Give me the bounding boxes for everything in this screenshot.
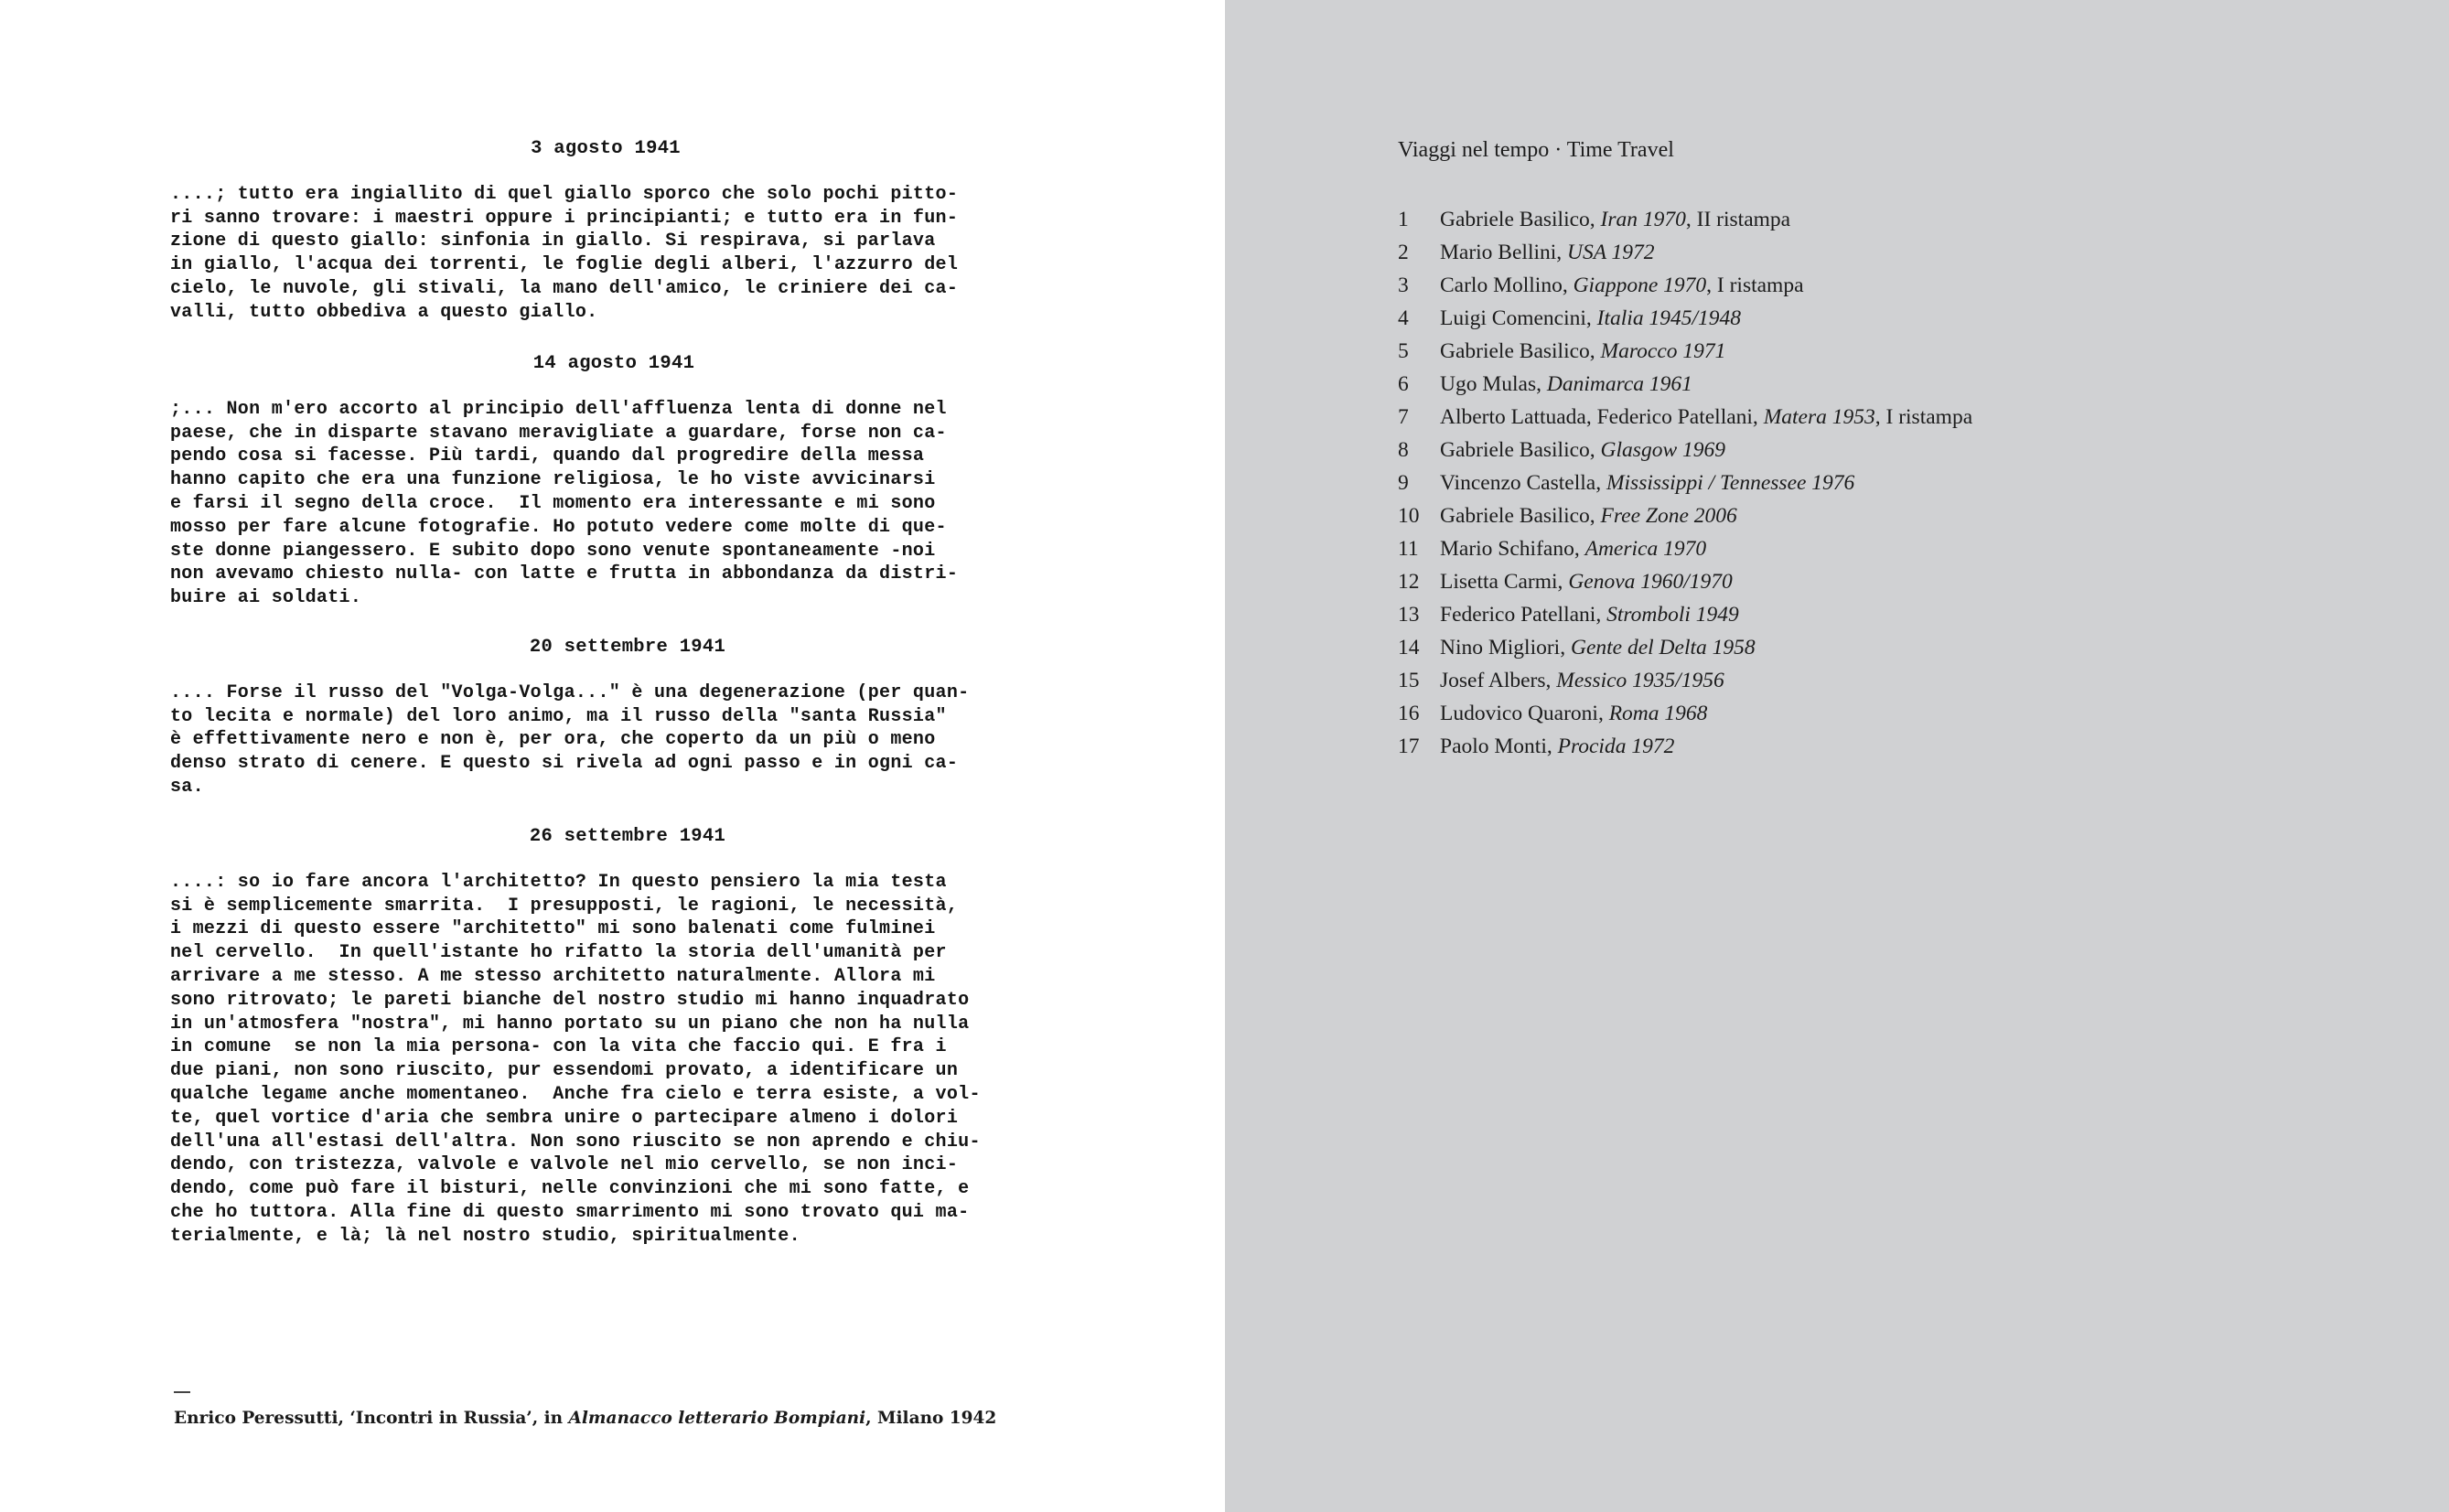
item-extra: , I ristampa — [1874, 405, 1973, 429]
letter-entry — [170, 825, 1085, 1249]
item-extra: , I ristampa — [1706, 273, 1804, 297]
text-line: è effettivamente nero e non è, per ora, che coperto da un più o meno — [170, 729, 936, 751]
list-item — [1398, 302, 1972, 335]
item-author: Gabriele Basilico, — [1440, 339, 1601, 363]
item-number: 12 — [1398, 570, 1420, 594]
item-title: Stromboli 1949 — [1606, 603, 1739, 627]
text-line: in giallo, l'acqua dei torrenti, le foglie degli alberi, l'azzurro del — [170, 254, 959, 276]
item-number: 15 — [1398, 669, 1420, 692]
item-author: Federico Patellani, — [1440, 603, 1607, 627]
text-line: arrivare a me stesso. A me stesso architetto naturalmente. Allora mi — [170, 965, 936, 987]
item-number: 11 — [1398, 537, 1419, 561]
item-author: Alberto Lattuada, Federico Patellani, — [1440, 405, 1764, 429]
item-title: Matera 1953 — [1763, 405, 1875, 429]
entry-body — [170, 183, 1063, 325]
item-author: Nino Migliori, — [1440, 636, 1571, 659]
entry-date: 26 settembre 1941 — [529, 826, 726, 847]
text-line: to lecita e normale) del loro animo, ma il russo della "santa Russia" — [170, 705, 947, 727]
item-author: Carlo Mollino, — [1440, 273, 1574, 297]
item-number: 1 — [1398, 208, 1409, 231]
text-line: qualche legame anche momentaneo. Anche fra cielo e terra esiste, a vol- — [170, 1083, 981, 1105]
text-line: terialmente, e là; là nel nostro studio, spiritualmente. — [170, 1225, 800, 1247]
text-line: sono ritrovato; le pareti bianche del nostro studio mi hanno inquadrato — [170, 989, 970, 1011]
list-item — [1398, 434, 1972, 466]
item-title: Mississippi / Tennessee 1976 — [1606, 471, 1855, 495]
text-line: ri sanno trovare: i maestri oppure i principianti; e tutto era in fun- — [170, 207, 959, 229]
list-item — [1398, 499, 1972, 532]
list-item — [1398, 466, 1972, 499]
item-number: 3 — [1398, 273, 1409, 297]
text-line: i mezzi di questo essere "architetto" mi sono balenati come fulminei — [170, 918, 936, 940]
item-number: 17 — [1398, 735, 1420, 758]
item-author: Gabriele Basilico, — [1440, 438, 1601, 462]
item-title: Free Zone 2006 — [1600, 504, 1737, 528]
item-number: 2 — [1398, 241, 1409, 264]
item-author: Mario Schifano, — [1440, 537, 1585, 561]
list-item — [1398, 697, 1972, 730]
item-author: Luigi Comencini, — [1440, 306, 1597, 330]
item-author: Josef Albers, — [1440, 669, 1557, 692]
caption-divider — [174, 1391, 190, 1393]
item-author: Mario Bellini, — [1440, 241, 1568, 264]
item-number: 14 — [1398, 636, 1420, 659]
text-line: si è semplicemente smarrita. I presupposti, le ragioni, le necessità, — [170, 895, 959, 917]
entry-date: 3 agosto 1941 — [531, 138, 681, 159]
list-item — [1398, 335, 1972, 368]
item-author: Lisetta Carmi, — [1440, 570, 1569, 594]
text-line: pendo cosa si facesse. Più tardi, quando dal progredire della messa — [170, 445, 925, 467]
text-line: mosso per fare alcune fotografie. Ho potuto vedere come molte di que- — [170, 516, 947, 538]
item-number: 13 — [1398, 603, 1420, 627]
list-item — [1398, 203, 1972, 236]
text-line: valli, tutto obbediva a questo giallo. — [170, 301, 598, 323]
item-number: 5 — [1398, 339, 1409, 363]
text-line: buire ai soldati. — [170, 587, 362, 609]
text-line: non avevamo chiesto nulla- con latte e frutta in abbondanza da distri- — [170, 563, 959, 585]
series-list — [1398, 203, 1972, 763]
entry-date: 20 settembre 1941 — [529, 637, 726, 658]
item-title: Iran 1970 — [1600, 208, 1686, 231]
list-item — [1398, 730, 1972, 763]
text-line: ste donne piangessero. E subito dopo sono venute spontaneamente -noi — [170, 540, 936, 562]
entry-body — [170, 681, 1085, 799]
text-line: cielo, le nuvole, gli stivali, la mano dell'amico, le criniere dei ca- — [170, 277, 959, 299]
item-author: Gabriele Basilico, — [1440, 504, 1601, 528]
text-line: denso strato di cenere. E questo si rivela ad ogni passo e in ogni ca- — [170, 753, 959, 775]
text-line: sa. — [170, 776, 204, 798]
list-item — [1398, 565, 1972, 598]
text-line: ....; tutto era ingiallito di quel giallo sporco che solo pochi pitto- — [170, 183, 959, 205]
letter-entry — [170, 137, 1063, 325]
list-item — [1398, 368, 1972, 401]
text-line: ....: so io fare ancora l'architetto? In questo pensiero la mia testa — [170, 871, 947, 893]
series-title: Viaggi nel tempo · Time Travel — [1398, 138, 1674, 162]
caption-prefix: Enrico Peressutti, ‘Incontri in Russia’, in — [174, 1409, 569, 1428]
item-author: Gabriele Basilico, — [1440, 208, 1601, 231]
list-item — [1398, 664, 1972, 697]
item-number: 6 — [1398, 372, 1409, 396]
item-number: 4 — [1398, 306, 1409, 330]
text-line: ;... Non m'ero accorto al principio dell'affluenza lenta di donne nel — [170, 398, 947, 420]
item-title: Gente del Delta 1958 — [1570, 636, 1756, 659]
letter-entry — [170, 636, 1085, 799]
text-line: zione di questo giallo: sinfonia in giallo. Si respirava, si parlava — [170, 231, 936, 252]
entry-body — [170, 871, 1085, 1249]
list-item — [1398, 269, 1972, 302]
text-line: .... Forse il russo del "Volga-Volga..." è una degenerazione (per quan- — [170, 681, 970, 703]
item-extra: , II ristampa — [1685, 208, 1791, 231]
text-line: te, quel vortice d'aria che sembra unire o partecipare almeno i dolori — [170, 1107, 959, 1129]
item-title: Glasgow 1969 — [1600, 438, 1725, 462]
item-title: Procida 1972 — [1557, 735, 1675, 758]
source-caption — [174, 1409, 996, 1428]
text-line: nel cervello. In quell'istante ho rifatto la storia dell'umanità per — [170, 942, 947, 964]
text-line: che ho tuttora. Alla fine di questo smarrimento mi sono trovato qui ma- — [170, 1201, 970, 1223]
text-line: hanno capito che era una funzione religiosa, le ho viste avvicinarsi — [170, 469, 936, 491]
list-item — [1398, 598, 1972, 631]
text-line: paese, che in disparte stavano meravigliate a guardare, forse non ca- — [170, 422, 947, 444]
text-line: dendo, come può fare il bisturi, nelle convinzioni che mi sono fatte, e — [170, 1178, 970, 1200]
text-line: e farsi il segno della croce. Il momento era interessante e mi sono — [170, 492, 936, 514]
item-number: 7 — [1398, 405, 1409, 429]
text-line: in un'atmosfera "nostra", mi hanno portato su un piano che non ha nulla — [170, 1013, 970, 1035]
text-line: due piani, non sono riuscito, pur essendomi provato, a identificare un — [170, 1060, 959, 1082]
item-number: 9 — [1398, 471, 1409, 495]
item-author: Ugo Mulas, — [1440, 372, 1547, 396]
list-item — [1398, 401, 1972, 434]
item-title: America 1970 — [1584, 537, 1707, 561]
item-number: 8 — [1398, 438, 1409, 462]
item-author: Paolo Monti, — [1440, 735, 1558, 758]
item-author: Vincenzo Castella, — [1440, 471, 1606, 495]
item-number: 10 — [1398, 504, 1420, 528]
text-line: dendo, con tristezza, valvole e valvole nel mio cervello, se non inci- — [170, 1154, 959, 1176]
text-line: in comune se non la mia persona- con la vita che faccio qui. E fra i — [170, 1036, 947, 1058]
item-title: USA 1972 — [1567, 241, 1655, 264]
entry-body — [170, 398, 1071, 610]
item-title: Giappone 1970 — [1573, 273, 1707, 297]
item-title: Danimarca 1961 — [1546, 372, 1692, 396]
item-title: Genova 1960/1970 — [1568, 570, 1733, 594]
entry-date: 14 agosto 1941 — [532, 353, 695, 374]
list-item — [1398, 236, 1972, 269]
item-author: Ludovico Quaroni, — [1440, 702, 1609, 725]
item-title: Messico 1935/1956 — [1556, 669, 1724, 692]
caption-suffix: , Milano 1942 — [865, 1409, 997, 1428]
item-title: Roma 1968 — [1608, 702, 1708, 725]
list-item — [1398, 631, 1972, 664]
item-title: Marocco 1971 — [1600, 339, 1726, 363]
text-line: dell'una all'estasi dell'altra. Non sono riuscito se non aprendo e chiu- — [170, 1131, 981, 1153]
item-number: 16 — [1398, 702, 1420, 725]
letter-entry — [170, 352, 1071, 610]
caption-publication: Almanacco letterario Bompiani — [568, 1409, 866, 1428]
list-item — [1398, 532, 1972, 565]
item-title: Italia 1945/1948 — [1596, 306, 1741, 330]
